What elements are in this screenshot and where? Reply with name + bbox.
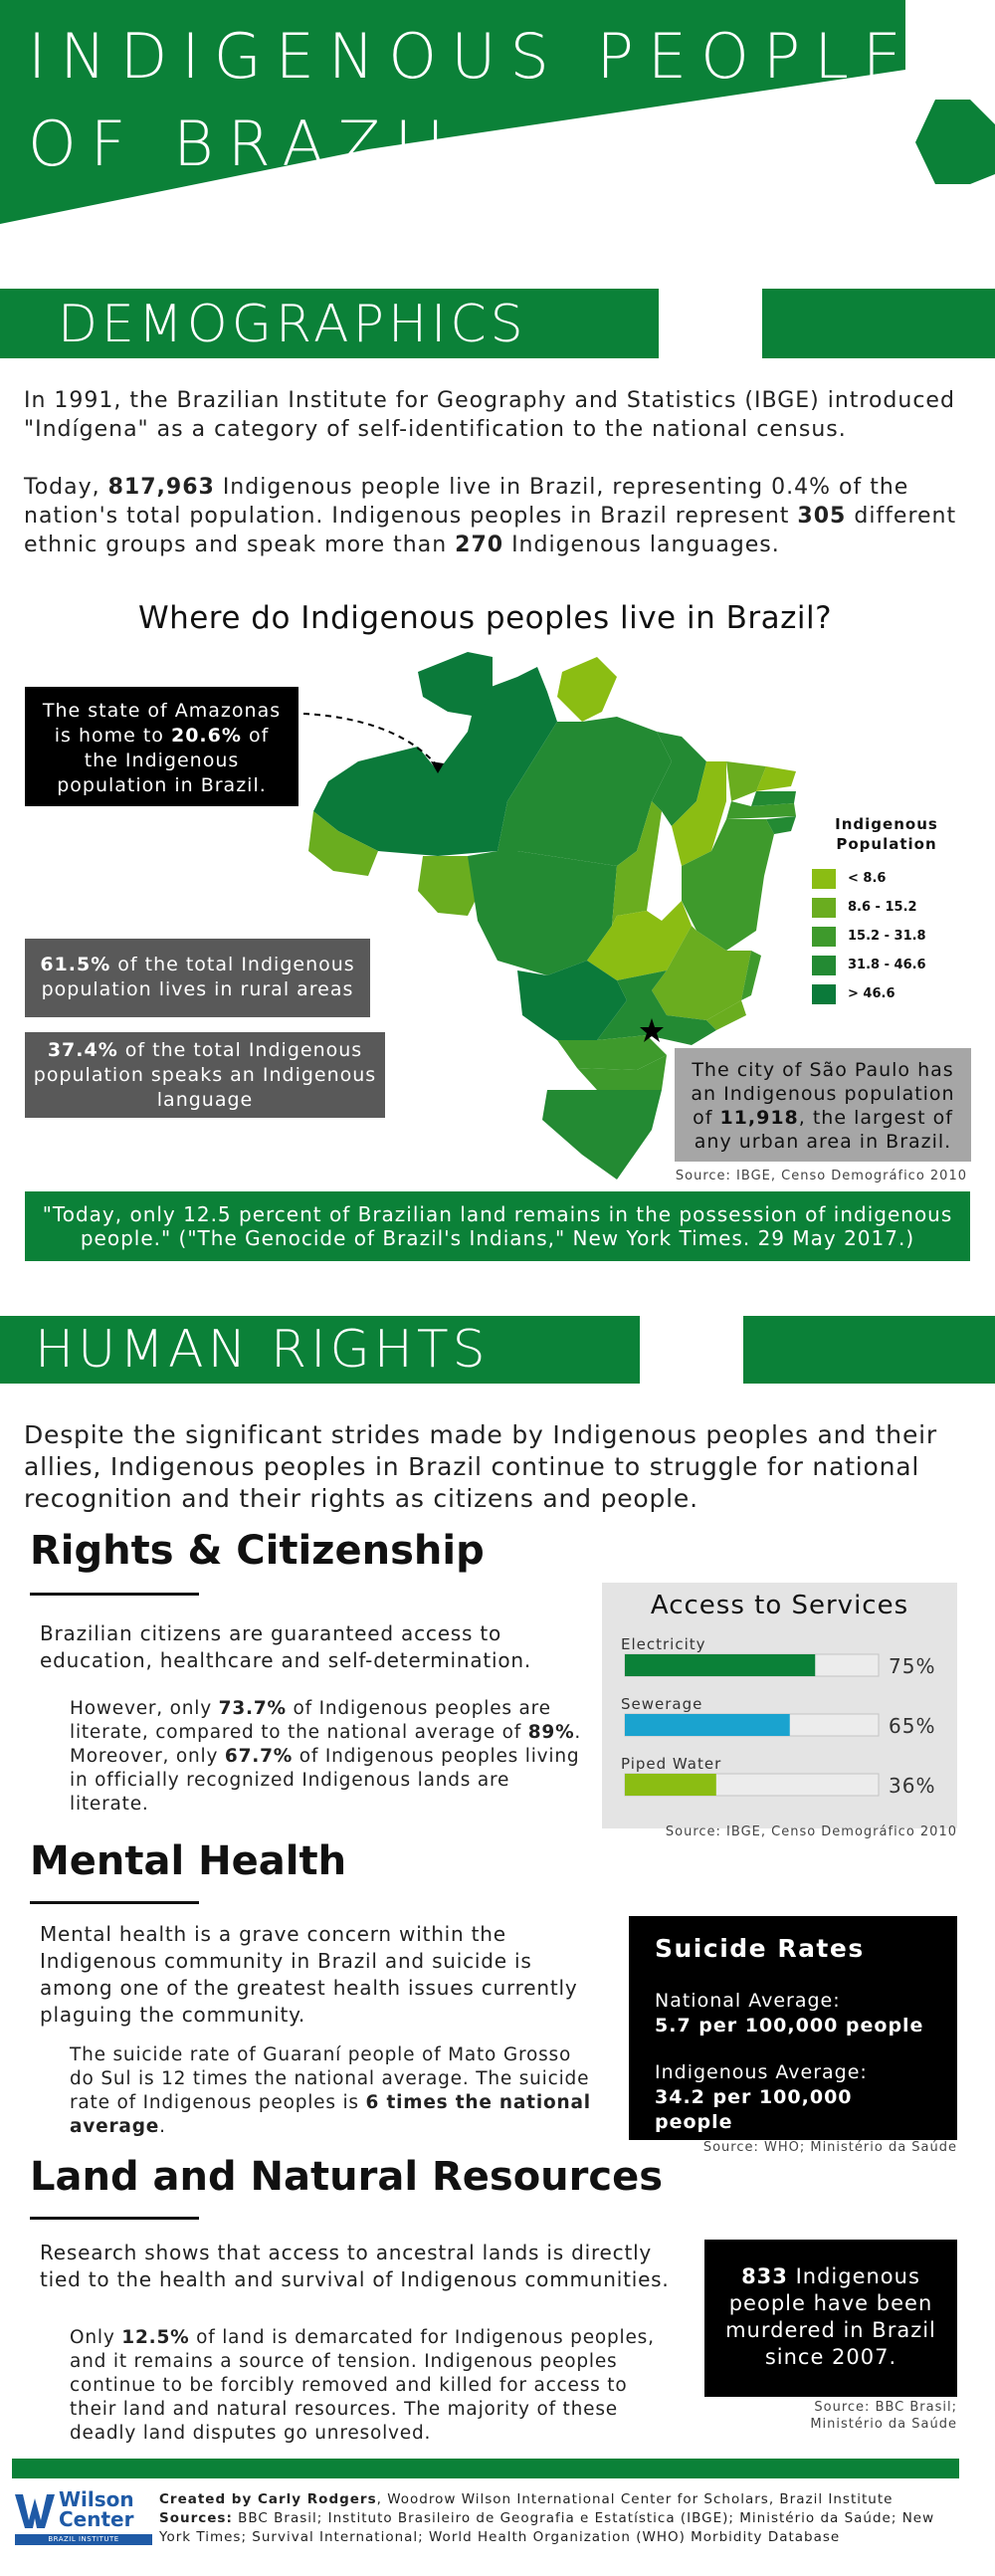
wilson-center-logo [15, 2488, 154, 2550]
map-legend [812, 814, 961, 1008]
mental-health-para1: Mental health is a grave concern within the Indigenous community in Brazil and suicide is among one of the greatest health issues currently plaguing the community. [40, 1922, 578, 2027]
land-heading: Land and Natural Resources [30, 2154, 664, 2200]
logo-line2: Center [59, 2507, 134, 2531]
human-rights-banner-right [743, 1316, 995, 1384]
footer-credits: Created by Carly Rodgers, Woodrow Wilson International Center for Scholars, Brazil Institute Sources: BBC Brasil; Instituto Brasileiro de Geografia e Estatística (IBGE); Ministério da Saúde; New York Times; Survival International; World Health Organization (WHO) Morbidity Database [159, 2491, 935, 2545]
human-rights-intro: Despite the significant strides made by Indigenous peoples and their allies, Indigenous peoples in Brazil continue to struggle for national recognition and their rights as citizens and people. [24, 1420, 937, 1513]
land-para1: Research shows that access to ancestral lands is directly tied to the health and survival of Indigenous communities. [40, 2241, 670, 2291]
service-bar-fill [625, 1714, 790, 1736]
legend-item: < 8.6 [812, 864, 961, 893]
map-title: Where do Indigenous peoples live in Brazil? [137, 600, 833, 636]
legend-item: > 46.6 [812, 979, 961, 1008]
suicide-rates-title: Suicide Rates [655, 1934, 865, 1963]
service-percent: 75% [889, 1654, 936, 1678]
map-source: Source: IBGE, Censo Demográfico 2010 [675, 1169, 967, 1183]
demographics-para1: In 1991, the Brazilian Institute for Geography and Statistics (IBGE) introduced "Indígena" as a category of self-identification to the national census. [24, 388, 955, 442]
sao-paulo-callout: The city of São Paulo has an Indigenous population of 11,918, the largest of any urban area in Brazil. [675, 1048, 971, 1162]
service-percent: 36% [889, 1774, 936, 1798]
rights-para1: Brazilian citizens are guaranteed access to education, healthcare and self-determination. [40, 1621, 532, 1672]
service-percent: 65% [889, 1714, 936, 1738]
footer-bar [12, 2459, 959, 2478]
land-source: Source: BBC Brasil; Ministério da Saúde [810, 2400, 957, 2432]
rights-underline [30, 1593, 199, 1596]
national-average-label: National Average: [655, 1990, 841, 2012]
mental-health-heading: Mental Health [30, 1838, 347, 1884]
amazonas-arrow [298, 702, 458, 781]
service-bar-fill [625, 1774, 716, 1796]
mental-health-para2: The suicide rate of Guaraní people of Mato Grosso do Sul is 12 times the national average. The suicide rate of Indigenous peoples is 6 times the national average. [70, 2044, 591, 2137]
suicide-source: Source: WHO; Ministério da Saúde [702, 2140, 957, 2155]
page-title-line1: INDIGENOUS PEOPLES [28, 20, 969, 93]
hexagon-decoration [915, 100, 995, 184]
logo-sub: BRAZIL INSTITUTE [15, 2534, 152, 2545]
service-label: Electricity [621, 1635, 706, 1653]
wilson-w-icon [15, 2490, 55, 2530]
demographics-heading: DEMOGRAPHICS [58, 295, 527, 354]
legend-item: 15.2 - 31.8 [812, 922, 961, 951]
demographics-para2: Today, 817,963 Indigenous people live in Brazil, representing 0.4% of the nation's total population. Indigenous peoples in Brazil represent 305 different ethnic groups and speak more than 270 Indigenous languages. [24, 475, 957, 557]
rural-stat-box: 61.5% of the total Indigenous population lives in rural areas [25, 939, 370, 1017]
suicide-rates-box [629, 1916, 957, 2140]
amazonas-callout: The state of Amazonas is home to 20.6% of the Indigenous population in Brazil. [25, 687, 298, 806]
state-rio-grande-do-sul [542, 1090, 662, 1180]
indigenous-average-value: 34.2 per 100,000 people [655, 2086, 853, 2133]
human-rights-heading: HUMAN RIGHTS [35, 1320, 490, 1380]
page-title-line2: OF BRAZIL [28, 107, 476, 180]
land-underline [30, 2217, 199, 2220]
nyt-quote-banner: "Today, only 12.5 percent of Brazilian land remains in the possession of indigenous people." ("The Genocide of Brazil's Indians," New York Times. 29 May 2017.) [25, 1191, 970, 1261]
services-source: Source: IBGE, Censo Demográfico 2010 [665, 1825, 957, 1839]
indigenous-average-label: Indigenous Average: [655, 2061, 868, 2083]
legend-title: Indigenous Population [835, 815, 938, 853]
legend-item: 8.6 - 15.2 [812, 893, 961, 922]
service-label: Sewerage [621, 1695, 703, 1713]
rights-heading: Rights & Citizenship [30, 1528, 485, 1574]
land-para2: Only 12.5% of land is demarcated for Indigenous peoples, and it remains a source of tension. Indigenous peoples continue to be forcibly removed and killed for access to their land and natural resources. The majority of these deadly land disputes go unresolved. [70, 2327, 655, 2444]
legend-item: 31.8 - 46.6 [812, 951, 961, 979]
national-average-value: 5.7 per 100,000 people [655, 2015, 924, 2037]
service-label: Piped Water [621, 1755, 722, 1773]
services-title: Access to Services [650, 1591, 909, 1620]
state-amapa [557, 657, 617, 722]
rights-para2: However, only 73.7% of Indigenous peoples are literate, compared to the national average of 89%. Moreover, only 67.7% of Indigenous peoples living in officially recognized Indigenous lands are literate. [70, 1698, 582, 1815]
language-stat-box: 37.4% of the total Indigenous population speaks an Indigenous language [25, 1032, 385, 1118]
mental-health-underline [30, 1901, 199, 1904]
service-bar-fill [625, 1654, 815, 1676]
demographics-banner-right [762, 289, 995, 358]
services-bar-chart [617, 1632, 960, 1817]
murder-stat-box: 833 Indigenous people have been murdered in Brazil since 2007. [704, 2240, 957, 2397]
logo-line1: Wilson [59, 2487, 134, 2511]
